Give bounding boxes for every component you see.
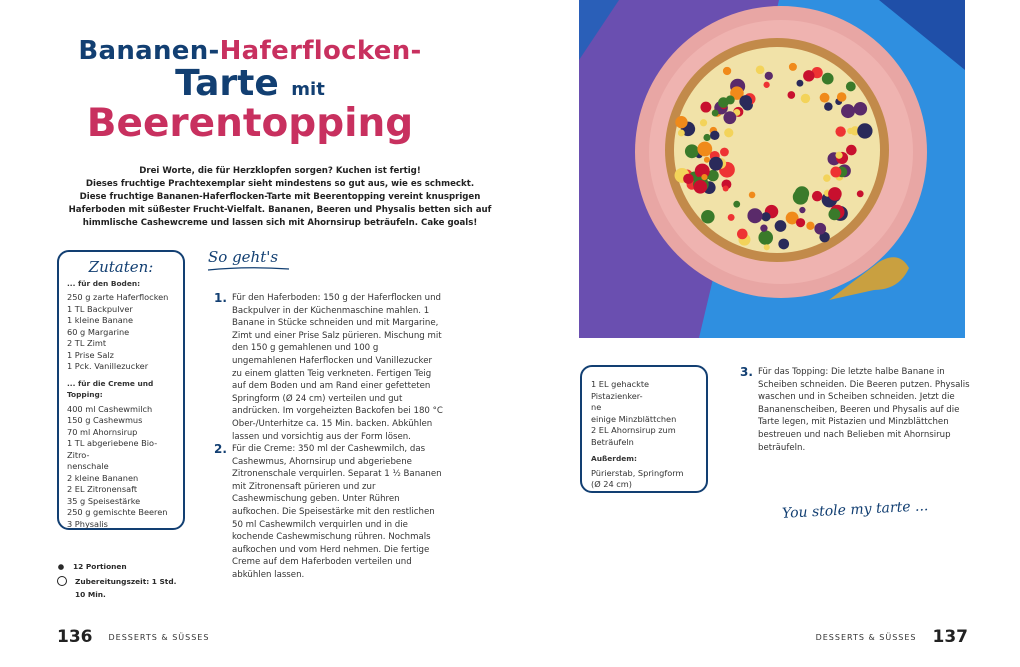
ingredient-item: 1 Pck. Vanillezucker — [67, 361, 149, 371]
fruit-piece — [700, 119, 707, 126]
ingredients-heading: Zutaten: — [88, 258, 154, 276]
fruit-piece — [724, 128, 733, 137]
fruit-piece — [678, 129, 685, 136]
ingredient-item: 250 g zarte Haferflocken — [67, 292, 169, 302]
title-part: mit — [291, 79, 325, 100]
ingredient-item: einige Minzblättchen — [591, 413, 677, 424]
ingredient-item: 2 kleine Bananen — [67, 472, 139, 483]
step-1 — [214, 292, 444, 443]
fruit-piece — [806, 222, 814, 230]
page-number: 137 — [932, 627, 968, 647]
fruit-piece — [857, 123, 872, 138]
ingredient-item: (Ø 24 cm) — [591, 479, 632, 489]
ingredients-box-continued — [580, 365, 708, 493]
ingredient-item: nenschale — [67, 461, 109, 471]
step-number: 3. — [740, 365, 753, 379]
ingredients-section: Außerdem: — [591, 454, 637, 463]
ingredient-item: 1 Prise Salz — [67, 349, 114, 360]
ingredient-item: 2 EL Zitronensaft — [67, 484, 138, 494]
intro-line: Diese fruchtige Bananen-Haferflocken-Tarte mit Beerentopping vereint knusprigen — [79, 192, 481, 202]
fruit-piece — [796, 80, 803, 87]
fruit-piece — [720, 148, 729, 157]
tarte-photo — [579, 0, 965, 338]
fruit-piece — [775, 220, 787, 232]
fruit-piece — [812, 191, 823, 202]
ingredient-item: 35 g Speisestärke — [67, 495, 141, 506]
heading-underline — [206, 266, 291, 272]
fruit-piece — [723, 67, 731, 75]
fruit-piece — [723, 111, 736, 124]
fruit-piece — [756, 65, 765, 74]
ingredient-item: 1 TL Backpulver — [67, 303, 133, 314]
fruit-piece — [733, 201, 740, 208]
ingredient-item: 70 ml Ahornsirup — [67, 426, 138, 437]
fruit-piece — [701, 174, 707, 180]
intro-text — [60, 165, 500, 230]
fruit-piece — [697, 142, 712, 157]
fruit-piece — [822, 73, 834, 85]
step-3 — [740, 366, 972, 454]
fruit-piece — [723, 186, 729, 192]
ingredient-item: 60 g Margarine — [67, 326, 130, 337]
fruit-piece — [760, 225, 767, 232]
section-label: DESSERTS & SÜSSES — [108, 632, 210, 642]
fruit-piece — [799, 207, 805, 213]
fruit-piece — [758, 230, 773, 245]
fruit-piece — [764, 244, 770, 250]
step-text: Für den Haferboden: 150 g der Haferflocken und Backpulver in der Küchenmaschine mahlen. 1 Banane in Stücke schneiden und mit Margarine, Zimt und einer Prise Salz pürieren. Mischung mit den 150 g gemahlenen und 100 g ungemahlenen Haferflocken und Vanillezucker zu einem glatten Teig verkneten. Fertigen Teig auf dem Boden und am Rand einer gefetteten Springform (Ø 24 cm) verteilen und gut andrücken. Im vorgeheizten Backofen bei 180 °C Ober-/Unterhitze ca. 15 Min. backen. Abkühlen lassen und vorsichtig aus der Form lösen. — [232, 293, 443, 442]
prep-time: Zubereitungszeit: 1 Std. — [75, 577, 177, 586]
ingredient-item: 3 Physalis — [67, 518, 108, 529]
fruit-piece — [837, 92, 847, 102]
fruit-piece — [718, 97, 729, 108]
step-text: Für die Creme: 350 ml der Cashewmilch, das Cashewmus, Ahornsirup und abgeriebene Zitronenschale verquirlen. Separat 1 ½ Bananen mit Zitronensaft pürieren und zur Cashewmischung geben. Unter Rühren aufkochen. Die Speisestärke mit den restlichen 50 ml Cashewmilch verquirlen und in die kochende Cashewmischung rühren. Nochmals aufkochen und vom Herd nehmen. Die fertige Creme auf dem Haferboden verteilen und abkühlen lassen. — [232, 444, 442, 580]
fruit-piece — [830, 166, 841, 177]
fruit-piece — [765, 72, 773, 80]
ingredient-item: 2 TL Zimt — [67, 338, 107, 348]
fruit-piece — [710, 131, 719, 140]
fruit-piece — [712, 110, 719, 117]
ingredient-item: 150 g Cashewmus — [67, 415, 143, 425]
portions: 12 Portionen — [73, 562, 127, 571]
fruit-piece — [801, 94, 810, 103]
ingredients-section: ... für den Boden: — [67, 278, 141, 288]
page-number: 136 — [57, 627, 93, 647]
fruit-piece — [701, 210, 715, 224]
fruit-piece — [846, 82, 856, 92]
fruit-piece — [747, 208, 762, 223]
fruit-piece — [728, 214, 735, 221]
step-text: Für das Topping: Die letzte halbe Banane in Scheiben schneiden. Die Beeren putzen. Physalis waschen und in Scheiben schneiden. Jetzt die Bananenscheiben, Beeren und Physalis auf die Tarte legen, mit Pistazien und Minzblättchen bestreuen und nach Belieben mit Ahornsirup beträufeln. — [758, 367, 970, 453]
fruit-piece — [846, 145, 857, 156]
intro-line: Dieses fruchtige Prachtexemplar sieht mindestens so gut aus, wie es schmeckt. — [85, 179, 475, 189]
fruit-piece — [709, 157, 723, 171]
fruit-piece — [749, 192, 756, 199]
fruit-piece — [824, 102, 832, 110]
ingredient-item: Pürierstab, Springform — [591, 467, 684, 478]
fruit-piece — [685, 144, 699, 158]
recipe-title — [40, 36, 460, 146]
fruit-piece — [704, 157, 710, 163]
ingredient-item: Beträufeln — [591, 436, 634, 447]
title-part: Haferflocken- — [219, 36, 422, 66]
ingredient-item: 2 EL Ahornsirup zum — [591, 425, 676, 435]
step-number: 1. — [214, 291, 227, 305]
intro-line: himmlische Cashewcreme und lassen sich mit Ahornsirup beträufeln. Cake goals! — [82, 218, 478, 228]
fruit-piece — [823, 174, 830, 181]
ingredients-box — [57, 250, 185, 530]
ingredient-item: 400 ml Cashewmilch — [67, 403, 153, 414]
ingredient-item: 1 EL gehackte Pistazienker- — [591, 379, 650, 401]
fruit-piece — [814, 223, 826, 235]
fruit-piece — [675, 116, 687, 128]
person-icon: ● — [57, 562, 65, 571]
fruit-piece — [803, 70, 814, 81]
clock-icon — [57, 576, 67, 586]
fruit-piece — [703, 134, 710, 141]
ingredient-item: 1 kleine Banane — [67, 315, 134, 325]
tagline: You stole my tarte ... — [781, 498, 929, 522]
fruit-piece — [795, 186, 809, 200]
fruit-piece — [796, 218, 805, 227]
fruit-piece — [828, 187, 842, 201]
method-heading: So geht's — [208, 248, 279, 266]
section-label: DESSERTS & SÜSSES — [815, 632, 917, 642]
prep-time: 10 Min. — [75, 590, 106, 599]
fruit-piece — [761, 212, 770, 221]
ingredients-section: ... für die Creme und Topping: — [67, 378, 154, 399]
fruit-piece — [841, 104, 855, 118]
recipe-meta — [57, 560, 176, 601]
fruit-piece — [739, 95, 752, 108]
fruit-piece — [763, 82, 769, 88]
fruit-piece — [789, 63, 797, 71]
ingredient-item: 250 g gemischte Beeren — [67, 507, 168, 517]
title-part: Tarte — [175, 63, 279, 104]
fruit-piece — [820, 93, 830, 103]
fruit-piece — [700, 102, 711, 113]
fruit-piece — [737, 229, 748, 240]
fruit-piece — [778, 239, 789, 250]
fruit-piece — [835, 126, 845, 136]
fruit-piece — [693, 180, 707, 194]
intro-line: Haferboden mit süßester Frucht-Vielfalt. Bananen, Beeren und Physalis betten sich auf — [68, 205, 492, 215]
fruit-piece — [835, 152, 842, 159]
ingredient-item: ne — [591, 402, 602, 412]
title-part: Bananen- — [78, 36, 220, 66]
ingredient-item: 1 TL abgeriebene Bio-Zitro- — [67, 438, 158, 460]
footer-right — [816, 627, 968, 647]
fruit-piece — [788, 91, 796, 99]
intro-line: Drei Worte, die für Herzklopfen sorgen? Kuchen ist fertig! — [139, 166, 421, 176]
fruit-piece — [857, 190, 864, 197]
footer-left — [57, 627, 209, 647]
title-part: Beerentopping — [86, 101, 414, 146]
fruit-piece — [828, 208, 840, 220]
step-2 — [214, 443, 444, 582]
fruit-piece — [854, 102, 867, 115]
step-number: 2. — [214, 442, 227, 456]
fruit-piece — [683, 174, 693, 184]
